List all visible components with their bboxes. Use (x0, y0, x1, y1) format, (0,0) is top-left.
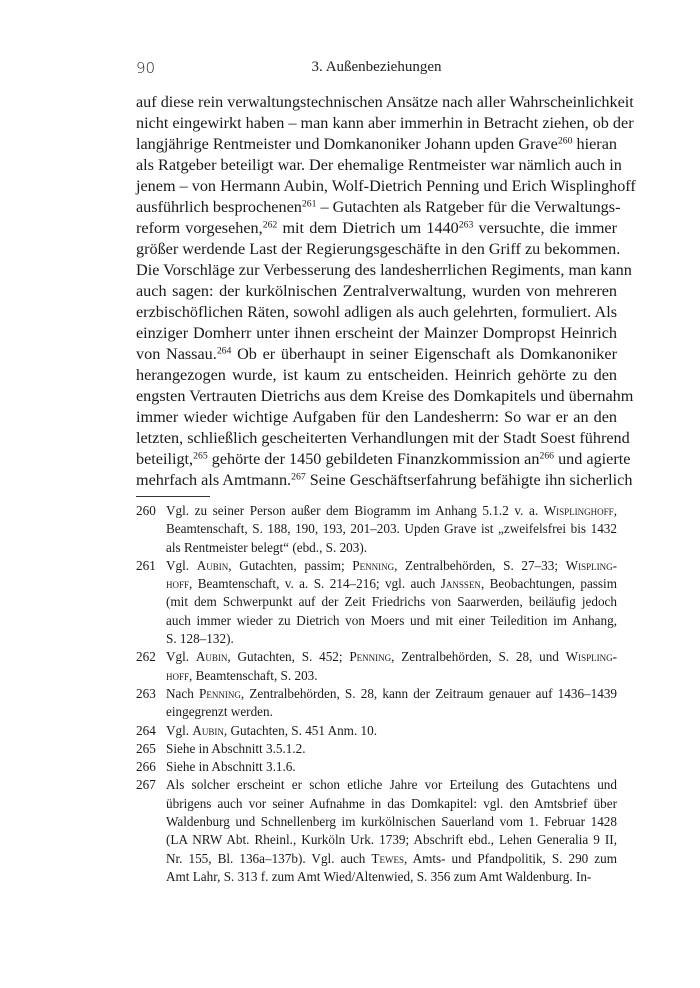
footnote-ref[interactable]: 266 (539, 450, 555, 462)
body-line: von Nassau.$^{264}$ Ob er überhaupt in seiner Eigenschaft als Domkanoniker (136, 345, 617, 363)
footnote-line: Als solcher erscheint er schon etliche Jahre vor Erteilung des Gutachtens und (166, 777, 617, 793)
body-line: beteiligt,$^{265}$ gehörte der 1450 gebildeten Finanzkommission $an^{266}$ und agierte (136, 450, 631, 468)
author-name: Tewes (371, 850, 404, 866)
footnote-line: als Rentmeister belegt“ (ebd., S. 203). (166, 539, 368, 555)
footnote-line: (mit dem Schwerpunkt auf der Zeit Friedrichs von Saarwerden, beiläufig jedoch (166, 594, 617, 610)
footnote-number: 266 (136, 759, 156, 775)
body-line: als Ratgeber beteiligt war. Der ehemalige Rentmeister war nämlich auch in (136, 156, 622, 174)
body-line: größer werdende Last der Regierungsgeschäfte in den Griff zu bekommen. (136, 240, 621, 258)
footnote-ref[interactable]: 260 (557, 135, 573, 147)
footnote-265 (136, 740, 617, 758)
body-line: jenem – von Hermann Aubin, Wolf-Dietrich Penning und Erich Wisplinghoff (136, 177, 636, 195)
author-name: hoff (166, 667, 190, 683)
footnote-ref[interactable]: 263 (458, 219, 474, 231)
footnote-ref[interactable]: 267 (291, 471, 306, 483)
body-line: reform vorgesehen,$^{262}$ mit dem Dietrich um 1440$^{263}$ versuchte, die immer (136, 219, 617, 237)
body-line: langjährige Rentmeister und Domkanoniker Johann upden Grave$^{260}$ hieran (136, 135, 617, 153)
author-name: hoff (166, 576, 190, 592)
footnote-264 (136, 722, 617, 740)
author-name: Penning (352, 557, 395, 573)
footnote-line: Amt Lahr, S. 313 f. zum Amt Wied/Altenwied, S. 356 zum Amt Waldenburg. In- (166, 868, 592, 884)
footnotes (136, 502, 617, 886)
body-line: erzbischöflichen Räten, sowohl adligen als auch gelehrten, formuliert. Als (136, 303, 617, 321)
footnote-line: hoff, Beamtenschaft, v. a. S. 214–216; vgl. auch Janssen, Beobachtungen, passim (166, 576, 617, 592)
body-line: letzten, schließlich gescheiterten Verhandlungen mit der Stadt Soest führend (136, 429, 630, 447)
footnote-rule (136, 496, 210, 497)
footnote-number: 265 (136, 740, 156, 756)
author-name: Aubin (195, 649, 228, 665)
footnote-267 (136, 776, 617, 886)
body-line: auf diese rein verwaltungstechnischen Ansätze nach aller Wahrscheinlichkeit (136, 93, 634, 111)
footnote-261 (136, 557, 617, 648)
body-line: engsten Vertrauten Dietrichs aus dem Kreise des Domkapitels und übernahm (136, 387, 634, 405)
body-line: einziger Domherr unter ihnen erscheint der Mainzer Dompropst Heinrich (136, 324, 617, 342)
footnote-line: Siehe in Abschnitt 3.5.1.2. (166, 740, 306, 756)
footnote-line: Vgl. Aubin, Gutachten, passim; Penning, Zentralbehörden, S. 27–33; Wispling- (166, 557, 617, 573)
footnote-ref[interactable]: 264 (216, 345, 232, 357)
body-line: auch sagen: der kurkölnischen Zentralverwaltung, wurden von mehreren (136, 282, 617, 300)
footnote-line: S. 128–132). (166, 631, 234, 647)
footnote-line: eingegrenzt werden. (166, 704, 273, 720)
footnote-line: Vgl. zu seiner Person außer dem Biogramm im Anhang 5.1.2 v. a. Wisplinghoff, (166, 503, 617, 518)
body-line: herangezogen wurde, ist kaum zu entscheiden. Heinrich gehörte zu den (136, 366, 617, 384)
running-head: 3. Außenbeziehungen (311, 59, 442, 75)
footnote-line: hoff, Beamtenschaft, S. 203. (166, 667, 318, 683)
footnote-number: 260 (136, 503, 156, 518)
author-name: Penning (199, 685, 241, 701)
footnote-263 (136, 685, 617, 722)
body-line: Die Vorschläge zur Verbesserung des landesherrlichen Regiments, man kann (136, 261, 632, 279)
footnote-line: (LA NRW Abt. Rheinl., Kurköln Urk. 1739; Abschrift ebd., Lehen Generalia 9 II, (166, 832, 617, 848)
footnote-266 (136, 758, 617, 776)
footnote-number: 262 (136, 649, 156, 665)
author-name: Aubin (196, 557, 229, 573)
footnote-line: übrigens auch vor seiner Aufnahme in das Domkapitel: vgl. den Amtsbrief über (166, 795, 617, 811)
author-name: Wispling- (565, 557, 617, 573)
footnote-line: auch immer wieder zu Dietrich von Moers und mit einer Teiledition im Anhang, (166, 612, 617, 628)
body-line: ausführlich besprochenen$^{261}$ – Gutachten als Ratgeber für die Verwaltungs- (136, 198, 621, 216)
body-line: mehrfach als Amtmann.$^{267}$ Seine Geschäftserfahrung befähigte ihn sicherlich (136, 471, 633, 489)
footnote-line: Vgl. Aubin, Gutachten, S. 451 Anm. 10. (166, 722, 378, 738)
footnote-line: Nr. 155, Bl. 136a–137b). Vgl. auch Tewes, Amts- und Pfandpolitik, S. 290 zum (166, 850, 617, 866)
footnote-260 (136, 502, 617, 557)
footnote-line: Siehe in Abschnitt 3.1.6. (166, 759, 296, 775)
footnote-line: Waldenburg und Schnellenberg im kurkölnischen Sauerland vom 1. Februar 1428 (166, 814, 617, 830)
footnote-ref[interactable]: 262 (262, 219, 278, 231)
footnote-line: Vgl. Aubin, Gutachten, S. 452; Penning, Zentralbehörden, S. 28, und Wispling- (166, 649, 617, 665)
body-line: immer wieder wichtige Aufgaben für den Landesherrn: So war er an den (136, 408, 617, 426)
author-name: Aubin (192, 722, 224, 738)
footnote-line: Nach Penning, Zentralbehörden, S. 28, kann der Zeitraum genauer auf 1436–1439 (166, 685, 618, 701)
author-name: Wisplinghoff (543, 503, 614, 518)
body-text (136, 92, 636, 491)
author-name: Wispling- (565, 649, 617, 665)
author-name: Penning (349, 649, 392, 665)
footnote-ref[interactable]: 261 (301, 198, 317, 210)
footnote-number: 264 (136, 722, 156, 738)
footnote-line: Beamtenschaft, S. 188, 190, 193, 201–203. Upden Grave ist „zweifelsfrei bis 1432 (166, 521, 617, 537)
footnote-number: 261 (136, 557, 156, 573)
footnote-262 (136, 648, 617, 685)
body-line: nicht eingewirkt haben – man kann aber immerhin in Betracht ziehen, ob der (136, 114, 634, 132)
footnote-ref[interactable]: 265 (193, 450, 208, 462)
footnote-number: 267 (136, 777, 156, 793)
author-name: Janssen (440, 576, 481, 592)
footnote-number: 263 (136, 685, 156, 701)
page-number: 90 (136, 59, 156, 77)
